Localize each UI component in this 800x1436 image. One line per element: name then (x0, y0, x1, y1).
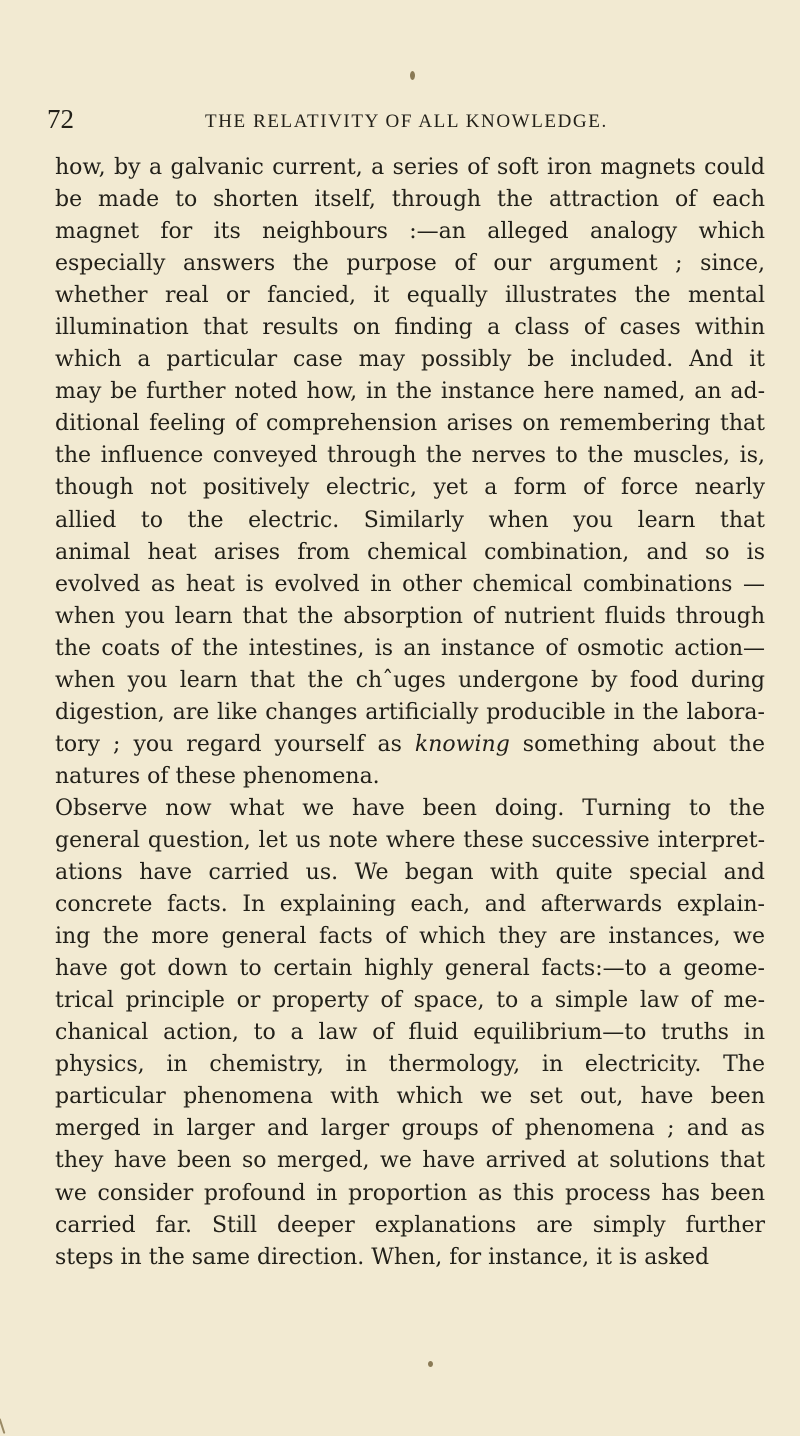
page-number: 72 (47, 104, 74, 134)
running-title: THE RELATIVITY OF ALL KNOWLEDGE. (205, 111, 608, 132)
text-line: natures of these phenomena. (55, 763, 380, 789)
text-line: the coats of the intestines, is an instance of osmotic action— (55, 635, 765, 661)
text-line: be made to shorten itself, through the attraction of each (55, 187, 765, 213)
text-line: tory ; you regard yourself as knowing something about the (55, 731, 765, 757)
text-line: evolved as heat is evolved in other chemical combinations — (55, 571, 765, 597)
text-line: when you learn that the absorption of nutrient fluids through (55, 603, 765, 629)
text-line: allied to the electric. Similarly when you learn that (55, 507, 765, 533)
text-line: general question, let us note where these successive interpret- (55, 827, 765, 853)
emphasis: knowing (414, 731, 510, 757)
text-line: may be further noted how, in the instance here named, an ad- (55, 379, 765, 405)
text-line: ing the more general facts of which they are instances, we (55, 924, 765, 950)
running-head (47, 104, 777, 138)
text-line: steps in the same direction. When, for instance, it is asked (55, 1244, 710, 1270)
text-line: especially answers the purpose of our argument ; since, (55, 251, 765, 277)
ink-speck (428, 1361, 433, 1367)
ink-speck (410, 71, 415, 80)
text-line: the influence conveyed through the nerves to the muscles, is, (55, 443, 765, 469)
text-line: we consider profound in proportion as this process has been (55, 1180, 765, 1206)
text-line: particular phenomena with which we set out, have been (55, 1084, 765, 1110)
text-line: they have been so merged, we have arrived at solutions that (55, 1148, 765, 1174)
text-line: magnet for its neighbours :—an alleged analogy which (55, 219, 765, 245)
text-line: ations have carried us. We began with quite special and (55, 860, 765, 886)
text-line: animal heat arises from chemical combination, and so is (55, 539, 765, 565)
text-line: trical principle or property of space, to a simple law of me- (55, 988, 765, 1014)
body-text (55, 152, 765, 1274)
text-line: chanical action, to a law of fluid equilibrium—to truths in (55, 1020, 765, 1046)
text-line: Observe now what we have been doing. Turning to the (55, 795, 765, 821)
text-line: illumination that results on finding a class of cases within (55, 315, 765, 341)
text-line: when you learn that the chˆuges undergone by food during (55, 667, 765, 693)
text-line: how, by a galvanic current, a series of soft iron magnets could (55, 155, 765, 180)
text-line: carried far. Still deeper explanations are simply further (55, 1212, 765, 1238)
text-line: which a particular case may possibly be included. And it (55, 347, 765, 373)
page-edge-mark (0, 1418, 5, 1434)
text-line: ditional feeling of comprehension arises on remembering that (55, 411, 765, 437)
text-line: merged in larger and larger groups of phenomena ; and as (55, 1116, 765, 1142)
text-line: though not positively electric, yet a form of force nearly (55, 475, 765, 501)
text-line: digestion, are like changes artificially producible in the labora- (55, 699, 765, 725)
text-line: physics, in chemistry, in thermology, in electricity. The (55, 1052, 765, 1078)
text-line: whether real or fancied, it equally illustrates the mental (55, 283, 765, 309)
text-line: concrete facts. In explaining each, and afterwards explain- (55, 892, 765, 918)
text-line: have got down to certain highly general facts:—to a geome- (55, 956, 765, 982)
